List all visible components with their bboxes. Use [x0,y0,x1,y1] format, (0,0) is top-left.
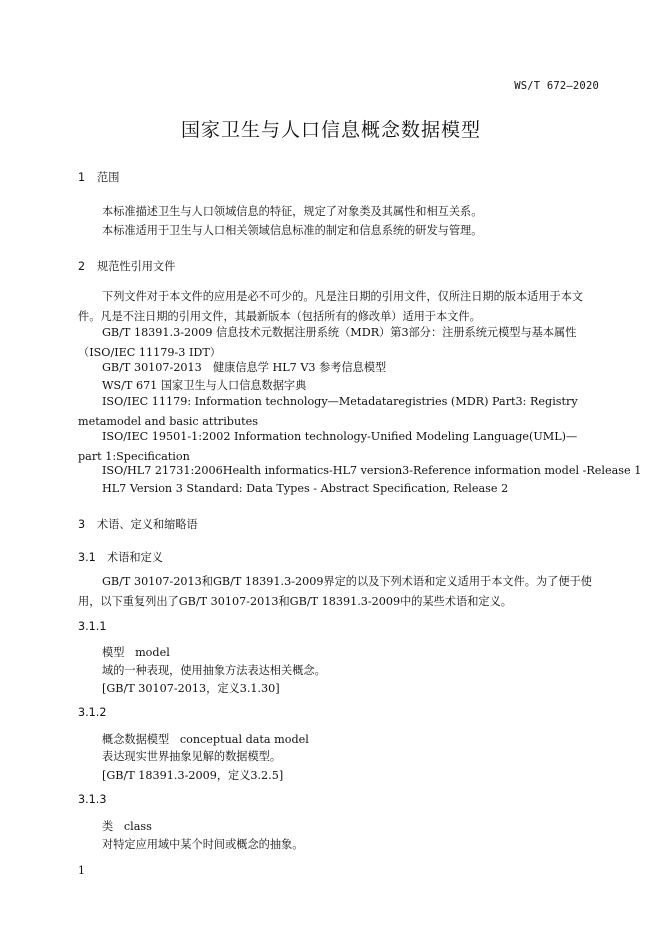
document-number: WS/T 672—2020 [514,80,599,92]
section-1-heading [78,169,119,185]
term-zh: 概念数据模型 [102,733,170,746]
paragraph: GB/T 30107-2013和GB/T 18391.3-2009界定的以及下列术语和定义适用于本文件。为了便于使用，以下重复列出了GB/T 30107-2013和GB/T 18391.3-2009中的某些术语和定义。 [78,575,592,608]
reference-item: WS/T 671 国家卫生与人口信息数据字典 [102,379,307,392]
term-heading [102,644,170,660]
page-number: 1 [78,864,85,877]
section-3-heading [78,516,198,532]
section-number: 3 [78,518,86,531]
section-title: 规范性引用文件 [97,260,176,273]
paragraph: 本标准描述卫生与人口领域信息的特征，规定了对象类及其属性和相互关系。 [102,205,483,218]
reference-item: ISO/HL7 21731:2006Health informatics-HL7 version3-Reference information model -Release 1 [102,464,642,477]
paragraph: 下列文件对于本文件的应用是必不可少的。凡是注日期的引用文件，仅所注日期的版本适用于本文件。凡是不注日期的引用文件，其最新版本（包括所有的修改单）适用于本文件。 [78,290,584,323]
term-number: 3.1.2 [78,706,107,719]
subsection-3-1-heading [78,549,163,565]
term-number: 3.1.3 [78,793,107,806]
document-title: 国家卫生与人口信息概念数据模型 [180,119,481,141]
term-en: conceptual data model [179,733,309,746]
reference-item: GB/T 30107-2013 健康信息学 HL7 V3 参考信息模型 [102,361,387,374]
section-title: 范围 [97,171,120,184]
term-definition: 域的一种表现，使用抽象方法表达相关概念。 [102,664,326,677]
term-en: model [135,646,170,659]
section-title: 术语、定义和缩略语 [97,518,198,531]
reference-item: ISO/IEC 11179: Information technology—Metadataregistries (MDR) Part3: Registry metamodel and basic attributes [78,395,578,428]
term-definition: 表达现实世界抽象见解的数据模型。 [102,750,282,763]
term-heading [102,731,309,747]
reference-item: GB/T 18391.3-2009 信息技术元数据注册系统（MDR）第3部分：注册系统元模型与基本属性（ISO/IEC 11179-3 IDT） [78,326,577,359]
term-definition: 对特定应用域中某个时间或概念的抽象。 [102,838,304,851]
term-source: [GB/T 18391.3-2009，定义3.2.5] [102,769,284,782]
term-heading [102,818,152,834]
term-number: 3.1.1 [78,620,107,633]
term-en: class [123,820,152,833]
term-zh: 类 [102,820,114,833]
term-source: [GB/T 30107-2013，定义3.1.30] [102,682,280,695]
reference-item: HL7 Version 3 Standard: Data Types - Abstract Specification, Release 2 [102,482,509,495]
section-number: 2 [78,260,86,273]
paragraph: 本标准适用于卫生与人口相关领域信息标准的制定和信息系统的研发与管理。 [102,224,483,237]
section-2-heading [78,258,175,274]
reference-item: ISO/IEC 19501-1:2002 Information technology-Unified Modeling Language(UML)—part 1:Specification [78,430,578,463]
subsection-number: 3.1 [78,551,96,564]
subsection-title: 术语和定义 [107,551,163,564]
term-zh: 模型 [102,646,125,659]
section-number: 1 [78,171,86,184]
